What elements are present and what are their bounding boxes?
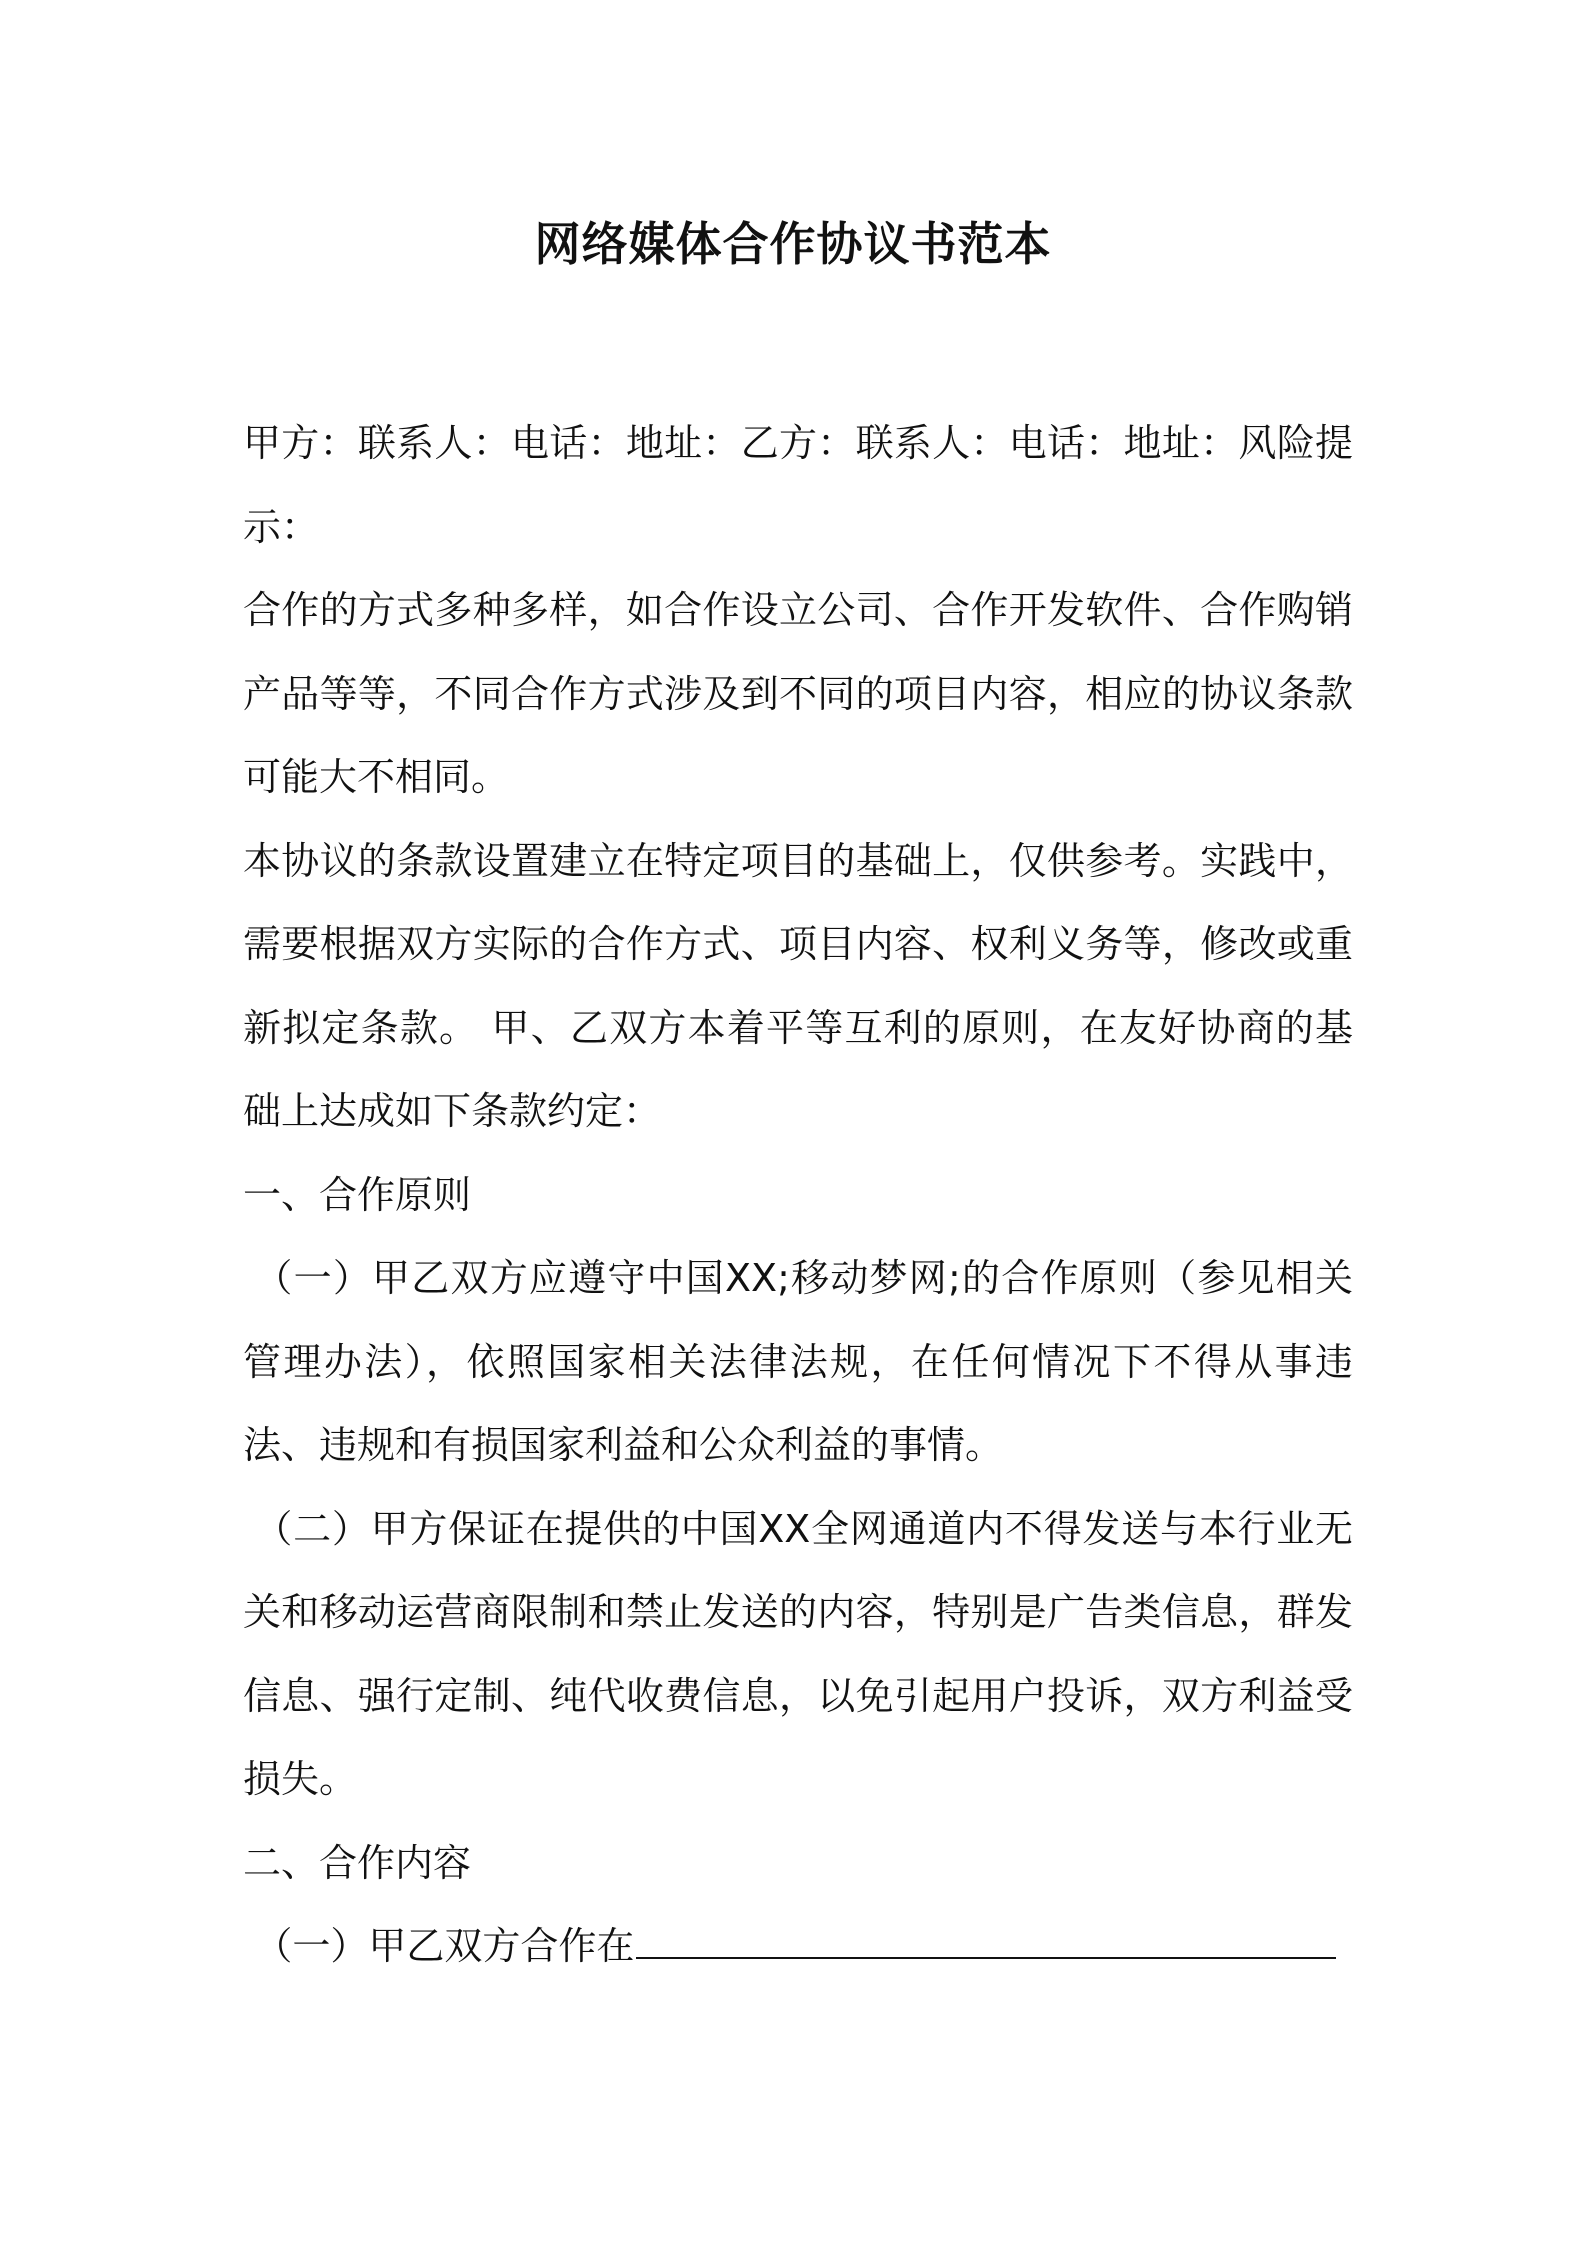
section-heading-principles: 一、合作原则 [243, 1172, 472, 1217]
content-clause-1 [243, 1905, 1353, 1989]
terms-basis-paragraph: 本协议的条款设置建立在特定项目的基础上，仅供参考。实践中，需要根据双方实际的合作方式、项目内容、权利义务等，修改或重新拟定条款。 甲、乙双方本着平等互利的原则，在友好协商的基础上达成如下条款约定： [243, 838, 1353, 1133]
cooperation-methods-paragraph: 合作的方式多种多样，如合作设立公司、合作开发软件、合作购销产品等等，不同合作方式涉及到不同的项目内容，相应的协议条款可能大不相同。 [243, 588, 1353, 799]
document-body [243, 402, 1353, 1989]
fill-in-blank-line [636, 1956, 1336, 1959]
principle-clause-2: （二）甲方保证在提供的中国XX全网通道内不得发送与本行业无关和移动运营商限制和禁止发送的内容，特别是广告类信息，群发信息、强行定制、纯代收费信息，以免引起用户投诉，双方利益受损失。 [243, 1506, 1353, 1801]
section-heading-content: 二、合作内容 [243, 1840, 472, 1885]
document-title: 网络媒体合作协议书范本 [534, 217, 1052, 271]
principle-clause-1: （一）甲乙双方应遵守中国XX;移动梦网;的合作原则（参见相关管理办法），依照国家相关法律法规，在任何情况下不得从事违法、违规和有损国家利益和公众利益的事情。 [243, 1256, 1353, 1467]
parties-paragraph: 甲方：联系人：电话：地址：乙方：联系人：电话：地址：风险提示： [243, 421, 1353, 549]
content-clause-1-text: （一）甲乙双方合作在 [254, 1924, 635, 1968]
